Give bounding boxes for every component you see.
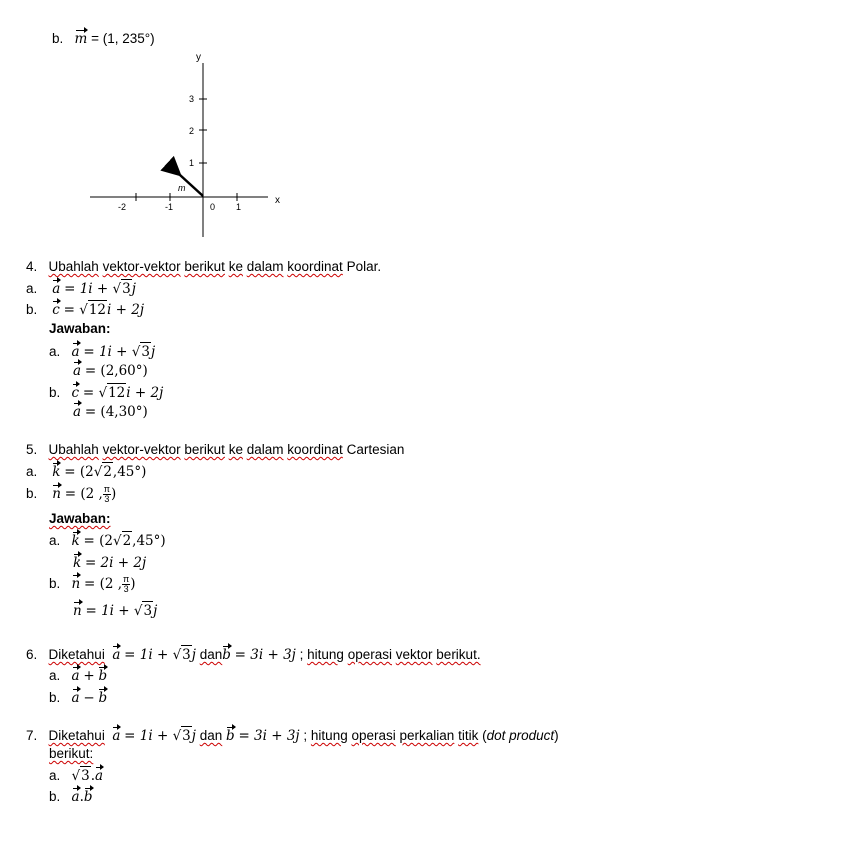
q6-a: a. a + b: [49, 668, 108, 684]
y-tick-1: 1: [189, 158, 195, 168]
q6-b: b. a − b: [49, 690, 108, 706]
q6-title: 6. Diketahui a = 1i + √3j danb = 3i + 3j ; hitung operasi vektor berikut.: [26, 647, 481, 663]
q7-title: 7. Diketahui a = 1i + √3j dan b = 3i + 3j ; hitung operasi perkalian titik (dot product): [26, 728, 559, 744]
vector-m-label: m: [178, 183, 186, 193]
q4-ans-b: b. c = √12i + 2j: [49, 385, 164, 401]
y-tick-3: 3: [189, 94, 195, 104]
x-tick-1: 1: [236, 202, 242, 212]
q5-ans-b-result: n = 1i + √3j: [73, 603, 158, 619]
x-tick-neg1: -1: [165, 202, 174, 212]
item-b-m: b. m = (1, 235°): [52, 31, 155, 47]
q4-ans-b-result: a = (4,30°): [73, 404, 148, 420]
q5-a: a. k = (2√2,45°): [26, 464, 147, 480]
x-tick-neg2: -2: [118, 202, 127, 212]
q4-ans-a: a. a = 1i + √3j: [49, 344, 156, 360]
q5-answer-label: Jawaban:: [49, 511, 111, 526]
polar-vector-graph: [80, 45, 300, 245]
q4-b: b. c = √12i + 2j: [26, 302, 145, 318]
y-tick-2: 2: [189, 126, 195, 136]
q7-title-cont: berikut:: [49, 746, 94, 761]
q4-ans-a-result: a = (2,60°): [73, 363, 148, 379]
q4-title: 4. Ubahlah vektor-vektor berikut ke dalam koordinat Polar.: [26, 259, 382, 274]
q5-ans-a-result: k = 2i + 2j: [73, 555, 147, 571]
x-axis-label: x: [275, 195, 280, 206]
q5-ans-b: b. n = (2 , $\frac{\pi}{3}$ ): [49, 574, 136, 594]
q5-title: 5. Ubahlah vektor-vektor berikut ke dalam koordinat Cartesian: [26, 442, 405, 457]
y-axis-label: y: [196, 52, 201, 63]
q5-b: b. n = (2 , $\frac{\pi}{3}$ ): [26, 484, 117, 504]
q7-a: a. √3.a: [49, 768, 104, 784]
q4-a: a. a = 1i + √3j: [26, 281, 136, 297]
q4-answer-label: Jawaban:: [49, 321, 111, 336]
q5-ans-a: a. k = (2√2,45°): [49, 533, 166, 549]
q7-b: b. a.b: [49, 789, 93, 805]
x-tick-0: 0: [210, 202, 216, 212]
